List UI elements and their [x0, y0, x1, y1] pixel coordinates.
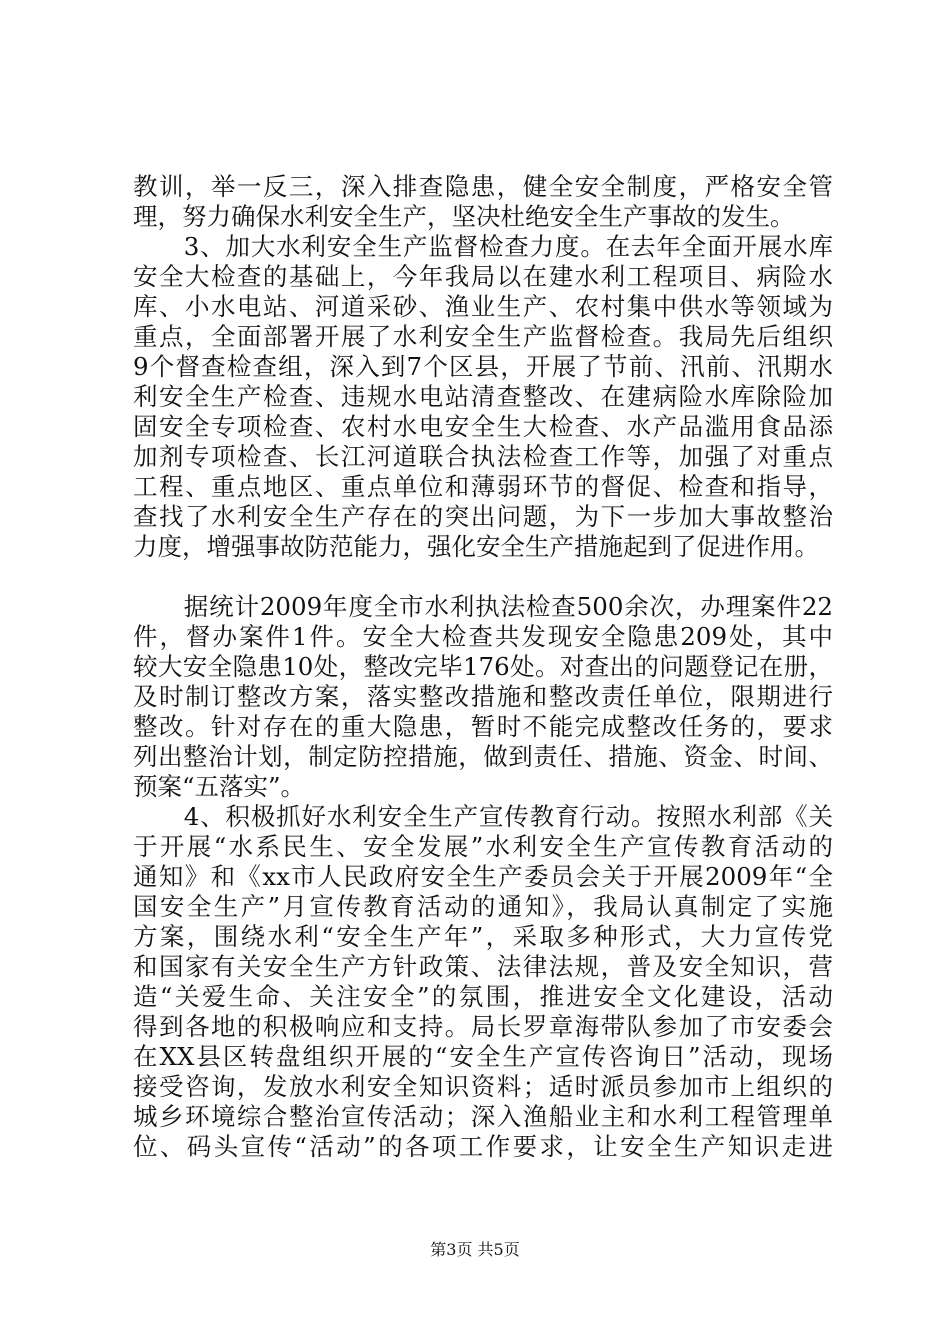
text-line: 4、积极抓好水利安全生产宣传教育行动。按照水利部《关: [133, 802, 833, 831]
text-line: 于开展“水系民生、安全发展”水利安全生产宣传教育活动的: [133, 832, 833, 861]
text-line: 位、码头宣传“活动”的各项工作要求，让安全生产知识走进: [133, 1132, 833, 1161]
text-line: 重点，全面部署开展了水利安全生产监督检查。我局先后组织: [133, 322, 833, 351]
text-line: 加剂专项检查、长江河道联合执法检查工作等，加强了对重点: [133, 442, 833, 471]
text-line: 较大安全隐患10处，整改完毕176处。对查出的问题登记在册，: [133, 652, 833, 681]
text-line: 利安全生产检查、违规水电站清查整改、在建病险水库除险加: [133, 382, 833, 411]
paragraph-4: [133, 802, 833, 1162]
text-line: 理，努力确保水利安全生产，坚决杜绝安全生产事故的发生。: [133, 202, 795, 231]
text-line: 预案“五落实”。: [133, 772, 306, 801]
text-line: 国安全生产”月宣传教育活动的通知》，我局认真制定了实施: [133, 892, 833, 921]
text-line: 库、小水电站、河道采砂、渔业生产、农村集中供水等领域为: [133, 292, 833, 321]
text-line: 9个督查检查组，深入到7个区县，开展了节前、汛前、汛期水: [133, 352, 833, 381]
text-line: 件，督办案件1件。安全大检查共发现安全隐患209处，其中: [133, 622, 833, 651]
text-line: 通知》和《xx市人民政府安全生产委员会关于开展2009年“全: [133, 862, 833, 891]
text-line: 查找了水利安全生产存在的突出问题，为下一步加大事故整治: [133, 502, 833, 531]
text-line: 整改。针对存在的重大隐患，暂时不能完成整改任务的，要求: [133, 712, 833, 741]
text-line: 列出整治计划，制定防控措施，做到责任、措施、资金、时间、: [133, 742, 833, 771]
text-line: 接受咨询，发放水利安全知识资料；适时派员参加市上组织的: [133, 1072, 833, 1101]
text-line: 据统计2009年度全市水利执法检查500余次，办理案件22: [133, 592, 833, 621]
document-body: [133, 172, 833, 1162]
paragraph-3: [133, 592, 833, 802]
text-line: 和国家有关安全生产方针政策、法律法规，普及安全知识，营: [133, 952, 833, 981]
text-line: 固安全专项检查、农村水电安全生大检查、水产品滥用食品添: [133, 412, 833, 441]
text-line: 方案，围绕水利“安全生产年”，采取多种形式，大力宣传党: [133, 922, 833, 951]
text-line: 得到各地的积极响应和支持。局长罗章海带队参加了市安委会: [133, 1012, 833, 1041]
page-number-footer: 第3页 共5页: [430, 1240, 520, 1259]
text-line: 3、加大水利安全生产监督检查力度。在去年全面开展水库: [133, 232, 833, 261]
text-line: 在XX县区转盘组织开展的“安全生产宣传咨询日”活动，现场: [133, 1042, 833, 1071]
text-line: 城乡环境综合整治宣传活动；深入渔船业主和水利工程管理单: [133, 1102, 833, 1131]
text-line: 安全大检查的基础上，今年我局以在建水利工程项目、病险水: [133, 262, 833, 291]
text-line: 工程、重点地区、重点单位和薄弱环节的督促、检查和指导，: [133, 472, 833, 501]
text-line: 力度，增强事故防范能力，强化安全生产措施起到了促进作用。: [133, 532, 819, 561]
text-line: 造“关爱生命、关注安全”的氛围，推进安全文化建设，活动: [133, 982, 833, 1011]
text-line: 及时制订整改方案，落实整改措施和整改责任单位，限期进行: [133, 682, 833, 711]
paragraph-spacer: [133, 562, 833, 592]
text-line: 教训，举一反三，深入排查隐患，健全安全制度，严格安全管: [133, 172, 833, 201]
paragraph-2: [133, 232, 833, 562]
paragraph-1: [133, 172, 833, 232]
